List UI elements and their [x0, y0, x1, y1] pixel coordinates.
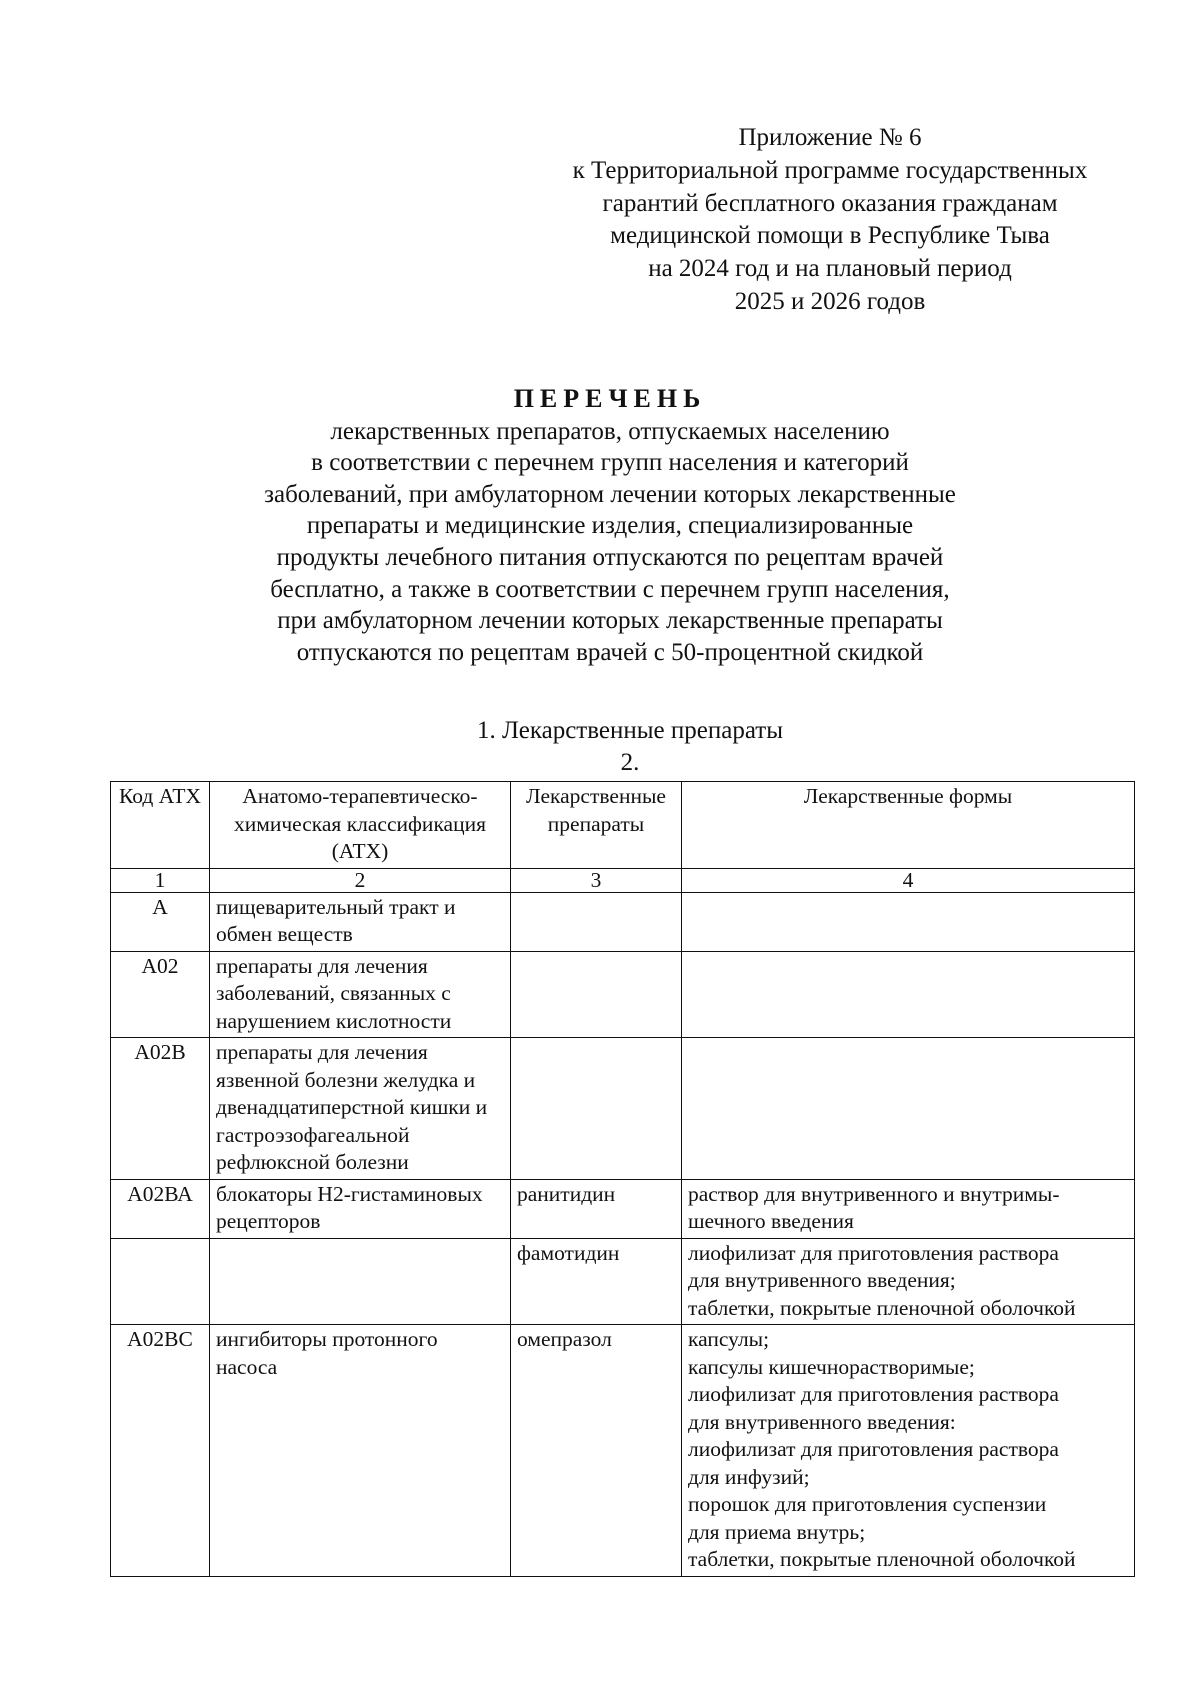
appendix-line: Приложение № 6 [738, 124, 922, 151]
document-title [130, 383, 1090, 668]
table-row [111, 1038, 1135, 1180]
drug-name [511, 1038, 682, 1180]
title-line: в соответствии с перечнем групп населения и категорий [311, 449, 909, 477]
drug-form-line: лиофилизат для приготовления раствора [688, 1437, 1059, 1461]
atc-classification: препараты для лечения язвенной болезни желудка и двенадцатиперстной кишки и гастроэзофагеальной рефлюксной болезни [210, 1038, 511, 1180]
appendix-line: 2025 и 2026 годов [734, 287, 926, 315]
table-row [111, 951, 1135, 1038]
header-code: Код АТХ [111, 782, 210, 869]
title-line: бесплатно, а также в соответствии с перечнем групп населения, [270, 575, 950, 603]
atc-code: А02 [111, 951, 210, 1038]
table-row [111, 1325, 1135, 1577]
drug-name: ранитидин [511, 1179, 682, 1238]
column-number: 4 [682, 868, 1135, 892]
drug-form-line: для внутривенного введения; [688, 1268, 956, 1292]
table-row [111, 1179, 1135, 1238]
drug-forms [682, 1238, 1135, 1325]
drug-name: омепразол [511, 1325, 682, 1577]
drug-form-line: для приема внутрь; [688, 1519, 866, 1544]
drug-form-line: таблетки, покрытые пленочной оболочкой [688, 1295, 1076, 1320]
drug-form-line: лиофилизат для приготовления раствора [688, 1382, 1059, 1406]
section-heading [130, 715, 1130, 779]
title-line: препараты и медицинские изделия, специализированные [306, 512, 914, 540]
drug-forms [682, 1179, 1135, 1238]
drug-form-line: капсулы; [688, 1327, 770, 1351]
drug-forms [682, 1325, 1135, 1577]
atc-classification: блокаторы Н2-гистаминовых рецепторов [210, 1179, 511, 1238]
title-line: отпускаются по рецептам врачей с 50-процентной скидкой [296, 638, 924, 666]
atc-code [111, 1238, 210, 1325]
column-number: 3 [511, 868, 682, 892]
atc-code: А [111, 892, 210, 951]
appendix-line: на 2024 год и на плановый период [648, 255, 1012, 283]
drug-forms [682, 892, 1135, 951]
drug-forms [682, 1038, 1135, 1180]
drug-form-line: шечного введения [688, 1209, 854, 1233]
table-row [111, 1238, 1135, 1325]
title-line: продукты лечебного питания отпускаются по рецептам врачей [276, 543, 944, 571]
atc-classification: ингибиторы протонного насоса [210, 1325, 511, 1577]
atc-code: А02ВС [111, 1325, 210, 1577]
drug-form-line: капсулы кишечнорастворимые; [688, 1354, 975, 1379]
title-line: заболеваний, при амбулаторном лечении которых лекарственные [264, 480, 956, 508]
section-heading-second: 2. [620, 749, 640, 776]
atc-classification: препараты для лечения заболеваний, связанных с нарушением кислотности [210, 951, 511, 1038]
drug-form-line: для инфузий; [688, 1464, 810, 1489]
drug-list-table [110, 781, 1135, 1577]
drug-form-line: раствор для внутривенного и внутримы- [688, 1181, 1060, 1206]
header-classification: Анатомо-терапевтическо-химическая классификация (АТХ) [210, 782, 511, 869]
drug-form-line: таблетки, покрытые пленочной оболочкой [688, 1547, 1076, 1571]
table-row [111, 892, 1135, 951]
drug-name: фамотидин [511, 1238, 682, 1325]
header-drugs: Лекарственные препараты [511, 782, 682, 869]
drug-name [511, 892, 682, 951]
appendix-line: к Территориальной программе государственных [572, 156, 1088, 184]
drug-form-line: для внутривенного введения: [688, 1409, 956, 1434]
atc-classification [210, 1238, 511, 1325]
column-number: 1 [111, 868, 210, 892]
appendix-line: гарантий бесплатного оказания гражданам [602, 189, 1058, 217]
drug-form-line: порошок для приготовления суспензии [688, 1492, 1047, 1516]
atc-code: А02В [111, 1038, 210, 1180]
table-header-row [111, 782, 1135, 869]
atc-code: А02ВА [111, 1179, 210, 1238]
section-heading-first: 1. Лекарственные препараты [476, 717, 784, 744]
header-forms: Лекарственные формы [682, 782, 1135, 869]
column-number: 2 [210, 868, 511, 892]
column-number-row [111, 868, 1135, 892]
drug-forms [682, 951, 1135, 1038]
drug-form-line: лиофилизат для приготовления раствора [688, 1240, 1059, 1265]
atc-classification: пищеварительный тракт и обмен веществ [210, 892, 511, 951]
appendix-line: медицинской помощи в Республике Тыва [610, 222, 1050, 250]
drug-name [511, 951, 682, 1038]
title-heading: ПЕРЕЧЕНЬ [513, 384, 707, 413]
appendix-header [520, 122, 1140, 319]
title-line: лекарственных препаратов, отпускаемых населению [330, 417, 890, 445]
title-line: при амбулаторном лечении которых лекарственные препараты [277, 607, 943, 635]
